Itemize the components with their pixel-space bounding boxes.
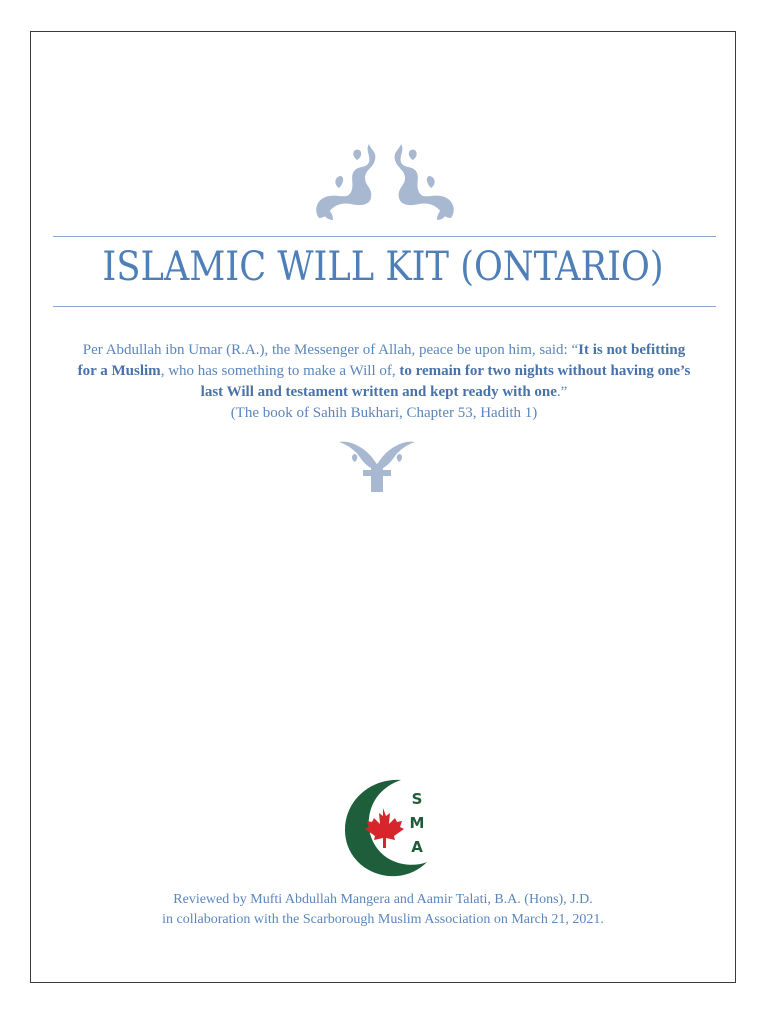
quote-text-2: , who has something to make a Will of, <box>160 363 400 379</box>
quote-bold-2: to remain for two nights without having one’s last Will and testament written and kept ready with one <box>200 363 691 400</box>
logo-letter-m: M <box>409 814 425 832</box>
quote-text-1: Per Abdullah ibn Umar (R.A.), the Messenger of Allah, peace be upon him, said: “ <box>82 342 579 358</box>
logo-letter-s: S <box>411 790 423 808</box>
review-credit-line-1: Reviewed by Mufti Abdullah Mangera and Aamir Talati, B.A. (Hons), J.D. <box>173 892 593 907</box>
logo-letter-a: A <box>411 838 423 856</box>
quote-text-3: .” <box>556 384 568 400</box>
hadith-quote <box>74 340 694 424</box>
title-rule-top <box>53 236 716 237</box>
sma-logo-icon <box>339 776 435 880</box>
title-rule-bottom <box>53 306 716 307</box>
review-credit-line-2: in collaboration with the Scarborough Muslim Association on March 21, 2021. <box>162 912 604 927</box>
floral-ornament-icon <box>311 140 459 224</box>
fleuron-ornament-icon <box>337 436 417 494</box>
page-title: ISLAMIC WILL KIT (ONTARIO) <box>102 244 664 290</box>
quote-bold-1: It is not befitting for a Muslim <box>77 342 686 379</box>
quote-citation: (The book of Sahih Bukhari, Chapter 53, Hadith 1) <box>230 405 538 421</box>
review-credit <box>30 890 736 930</box>
